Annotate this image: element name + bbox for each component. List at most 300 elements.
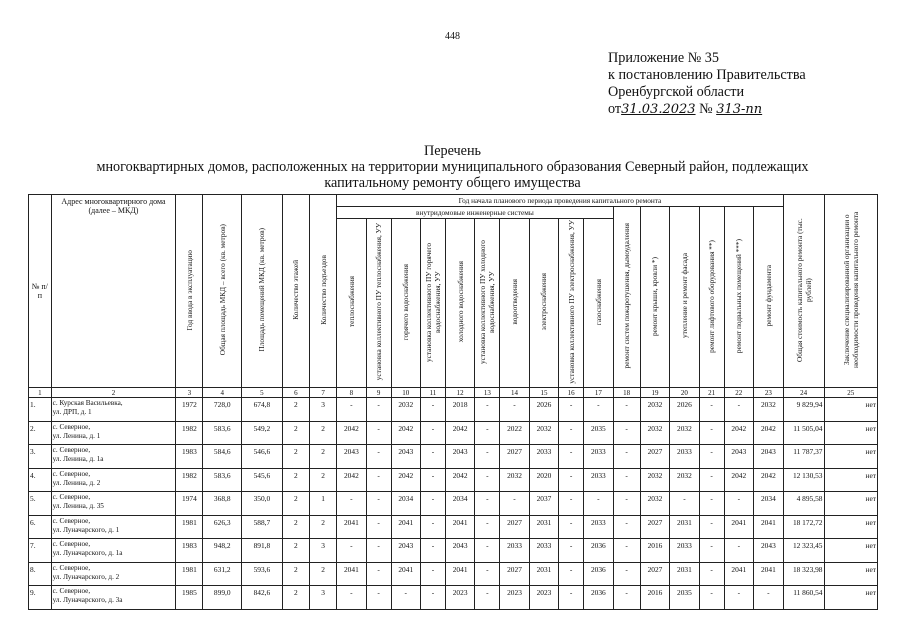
row-cell: - [420, 515, 445, 539]
row-cell: - [613, 398, 640, 422]
row-cell: 2027 [500, 562, 529, 586]
row-cell: 2032 [670, 421, 699, 445]
column-number: 17 [584, 388, 613, 398]
row-cell: 2 [309, 515, 336, 539]
row-cell: - [420, 468, 445, 492]
row-cell: - [475, 421, 500, 445]
row-cell: нет [824, 492, 878, 516]
row-cell: 2042 [337, 468, 366, 492]
row-cell: 2033 [584, 515, 613, 539]
row-cell: - [420, 586, 445, 610]
row-cell: - [420, 398, 445, 422]
header-pu-cold: установка коллективного ПУ холодного водоснабжения, УУ [475, 219, 500, 388]
row-cell: 2031 [529, 515, 558, 539]
row-cell: - [559, 515, 584, 539]
row-cell: 11 505,04 [783, 421, 824, 445]
table-row [29, 445, 878, 469]
row-cell: нет [824, 539, 878, 563]
row-cell: 2023 [445, 586, 474, 610]
row-cell: 2042 [754, 421, 784, 445]
row-cell: 2027 [640, 445, 669, 469]
row-cell: 11 860,54 [783, 586, 824, 610]
row-cell: - [613, 539, 640, 563]
row-cell: 2042 [391, 421, 420, 445]
row-cell: 2 [282, 539, 309, 563]
row-cell: - [366, 586, 391, 610]
row-cell: - [475, 445, 500, 469]
row-cell: 368,8 [203, 492, 242, 516]
row-cell: 2041 [445, 562, 474, 586]
row-cell: - [584, 492, 613, 516]
row-cell: - [699, 398, 724, 422]
row-cell: 2036 [584, 562, 613, 586]
column-number: 14 [500, 388, 529, 398]
row-cell: 2042 [445, 468, 474, 492]
row-cell: - [699, 515, 724, 539]
row-cell: 2032 [391, 398, 420, 422]
row-cell: 583,6 [203, 468, 242, 492]
header-pu-elec: установка коллективного ПУ электроснабжения, УУ [559, 219, 584, 388]
row-cell: 2042 [754, 468, 784, 492]
row-cell: 2043 [391, 445, 420, 469]
address-line-2: ул. Луначарского, д. 2 [52, 572, 120, 581]
row-cell: - [337, 398, 366, 422]
row-cell: - [724, 492, 753, 516]
row-cell: - [475, 586, 500, 610]
row-cell: - [613, 586, 640, 610]
row-cell: - [420, 421, 445, 445]
row-cell: 2027 [640, 562, 669, 586]
header-hot: горячего водоснабжения [391, 219, 420, 388]
row-cell: 2042 [724, 421, 753, 445]
header-num: № п/п [29, 195, 52, 388]
row-cell: - [613, 562, 640, 586]
header-elec: электроснабжения [529, 219, 558, 388]
row-cell: 4 895,58 [783, 492, 824, 516]
row-cell: - [337, 539, 366, 563]
header-floors: Количество этажей [282, 195, 309, 388]
row-cell: 2035 [670, 586, 699, 610]
row-cell: - [559, 468, 584, 492]
row-cell: - [699, 539, 724, 563]
table-row [29, 539, 878, 563]
row-cell: 584,6 [203, 445, 242, 469]
row-cell: 2 [309, 562, 336, 586]
row-cell: 2041 [391, 515, 420, 539]
header-basement: ремонт подвальных помещений ***) [724, 207, 753, 388]
row-cell: нет [824, 562, 878, 586]
row-cell: 1 [309, 492, 336, 516]
row-cell: 2041 [754, 515, 784, 539]
row-cell: 2043 [754, 445, 784, 469]
row-cell: - [366, 492, 391, 516]
row-cell: 2037 [529, 492, 558, 516]
row-cell: - [559, 445, 584, 469]
row-cell: - [613, 515, 640, 539]
row-cell: 2032 [640, 421, 669, 445]
header-heat: теплоснабжения [337, 219, 366, 388]
table-body [29, 398, 878, 610]
row-cell: 2042 [337, 421, 366, 445]
column-number: 8 [337, 388, 366, 398]
row-cell: - [699, 445, 724, 469]
row-cell: - [724, 398, 753, 422]
row-cell: 546,6 [242, 445, 283, 469]
row-cell: 9 829,94 [783, 398, 824, 422]
column-number: 23 [754, 388, 784, 398]
row-cell: 2033 [500, 539, 529, 563]
row-cell: 2031 [670, 515, 699, 539]
row-cell: 2 [282, 445, 309, 469]
row-cell: 2032 [640, 468, 669, 492]
row-cell: 2033 [584, 468, 613, 492]
row-cell: 2027 [500, 445, 529, 469]
row-cell: 2 [282, 562, 309, 586]
column-number: 20 [670, 388, 699, 398]
row-number: 5. [29, 492, 52, 516]
table-row [29, 515, 878, 539]
row-cell: 2041 [391, 562, 420, 586]
row-cell: 2031 [529, 562, 558, 586]
row-cell: 948,2 [203, 539, 242, 563]
row-address [51, 562, 176, 586]
row-number: 1. [29, 398, 52, 422]
address-line-1: с. Северное, [52, 516, 91, 525]
header-room-area: Площадь помещений МКД (кв. метров) [242, 195, 283, 388]
row-cell: 1972 [176, 398, 203, 422]
row-cell: 2033 [529, 539, 558, 563]
address-line-2: ул. Луначарского, д. 1а [52, 549, 123, 557]
row-cell: 2035 [584, 421, 613, 445]
row-cell: 12 130,53 [783, 468, 824, 492]
appendix-no: № [699, 101, 713, 117]
row-cell: 1983 [176, 445, 203, 469]
row-cell: - [475, 398, 500, 422]
column-number: 15 [529, 388, 558, 398]
row-cell: 2 [282, 398, 309, 422]
row-cell: 626,3 [203, 515, 242, 539]
appendix-date-line [608, 101, 806, 118]
row-cell: - [475, 515, 500, 539]
column-number: 19 [640, 388, 669, 398]
row-number: 7. [29, 539, 52, 563]
row-address [51, 586, 176, 610]
row-cell: 2042 [445, 421, 474, 445]
row-cell: 2032 [529, 421, 558, 445]
row-address [51, 468, 176, 492]
column-number: 1 [29, 388, 52, 398]
row-cell: 2023 [500, 586, 529, 610]
row-cell: - [699, 562, 724, 586]
row-cell: - [699, 492, 724, 516]
header-facade: утепление и ремонт фасада [670, 207, 699, 388]
address-line-1: с. Северное, [52, 446, 91, 454]
row-cell: 11 787,37 [783, 445, 824, 469]
header-foundation: ремонт фундамента [754, 207, 784, 388]
row-cell: - [613, 492, 640, 516]
row-cell: - [699, 586, 724, 610]
table-row [29, 586, 878, 610]
row-cell: 3 [309, 539, 336, 563]
row-address [51, 515, 176, 539]
document-title [20, 143, 885, 191]
row-cell: - [559, 492, 584, 516]
row-cell: 545,6 [242, 468, 283, 492]
row-cell: 2042 [724, 468, 753, 492]
title-line-1: Перечень [423, 143, 482, 159]
header-cost: Общая стоимость капитального ремонта (тыс. рублей) [783, 195, 824, 388]
header-pu-hot: установка коллективного ПУ горячего водоснабжения, УУ [420, 219, 445, 388]
header-fire: ремонт систем пожаротушения, дымоудаления [613, 207, 640, 388]
row-cell: 2041 [724, 562, 753, 586]
row-cell: 2043 [754, 539, 784, 563]
row-cell: - [613, 445, 640, 469]
row-cell: 2032 [640, 492, 669, 516]
title-line-3: капитальному ремонту общего имущества [324, 175, 581, 191]
header-pu-heat: установка коллективного ПУ теплоснабжения, УУ [366, 219, 391, 388]
header-period: Год начала планового периода проведения капитального ремонта [337, 195, 784, 207]
row-cell: 2043 [445, 539, 474, 563]
row-cell: 2026 [529, 398, 558, 422]
row-cell: - [754, 586, 784, 610]
row-cell: 2016 [640, 586, 669, 610]
column-number-row [29, 388, 878, 398]
row-cell: 3 [309, 398, 336, 422]
address-line-1: с. Северное, [52, 587, 91, 595]
address-line-2: ул. Луначарского, д. 1 [52, 525, 120, 534]
row-cell: 2034 [445, 492, 474, 516]
row-cell: 728,0 [203, 398, 242, 422]
row-cell: 1981 [176, 515, 203, 539]
appendix-line-2: к постановлению Правительства [608, 67, 806, 83]
column-number: 6 [282, 388, 309, 398]
row-number: 2. [29, 421, 52, 445]
row-cell: - [337, 492, 366, 516]
row-cell: 2027 [640, 515, 669, 539]
column-number: 4 [203, 388, 242, 398]
row-cell: - [420, 562, 445, 586]
row-cell: 2043 [337, 445, 366, 469]
row-cell: 2041 [724, 515, 753, 539]
row-cell: 2032 [670, 468, 699, 492]
row-address [51, 445, 176, 469]
row-cell: 2027 [500, 515, 529, 539]
row-number: 8. [29, 562, 52, 586]
row-address [51, 421, 176, 445]
header-roof: ремонт крыши, кровли *) [640, 207, 669, 388]
row-cell: - [670, 492, 699, 516]
header-drain: водоотведения [500, 219, 529, 388]
row-cell: 2 [282, 492, 309, 516]
row-cell: 1985 [176, 586, 203, 610]
row-cell: - [613, 421, 640, 445]
address-line-1: с. Курская Васильевка, [52, 399, 123, 407]
row-cell: 12 323,45 [783, 539, 824, 563]
header-lift: ремонт лифтового оборудования **) [699, 207, 724, 388]
row-cell: - [366, 398, 391, 422]
appendix-number: 313-пп [716, 102, 763, 117]
row-address [51, 398, 176, 422]
row-cell: - [724, 586, 753, 610]
row-cell: 2034 [754, 492, 784, 516]
row-cell: 2031 [670, 562, 699, 586]
header-address: Адрес многоквартирного дома (далее – МКД) [51, 195, 176, 388]
row-cell: 2032 [754, 398, 784, 422]
row-cell: 1982 [176, 421, 203, 445]
row-cell: 2023 [529, 586, 558, 610]
row-cell: 2016 [640, 539, 669, 563]
row-cell: 2043 [445, 445, 474, 469]
column-number: 9 [366, 388, 391, 398]
row-cell: 549,2 [242, 421, 283, 445]
row-cell: - [500, 398, 529, 422]
page-number: 448 [445, 31, 460, 42]
row-cell: 2020 [529, 468, 558, 492]
column-number: 24 [783, 388, 824, 398]
row-cell: 2022 [500, 421, 529, 445]
row-cell: 2041 [337, 515, 366, 539]
row-cell: 2 [282, 421, 309, 445]
row-cell: - [337, 586, 366, 610]
row-cell: 2041 [754, 562, 784, 586]
appendix-date: 31.03.2023 [621, 102, 696, 117]
table-row [29, 492, 878, 516]
row-cell: 2034 [391, 492, 420, 516]
row-cell: 2036 [584, 539, 613, 563]
row-cell: - [559, 398, 584, 422]
column-number: 21 [699, 388, 724, 398]
column-number: 5 [242, 388, 283, 398]
column-number: 13 [475, 388, 500, 398]
header-total-area: Общая площадь МКД – всего (кв. метров) [203, 195, 242, 388]
appendix-line-1: Приложение № 35 [608, 50, 719, 66]
appendix-block [608, 50, 806, 118]
row-cell: 2043 [391, 539, 420, 563]
row-address [51, 492, 176, 516]
row-address [51, 539, 176, 563]
address-line-2: ул. Ленина, д. 1 [52, 431, 101, 440]
row-cell: - [559, 421, 584, 445]
row-cell: нет [824, 468, 878, 492]
table-row [29, 398, 878, 422]
header-cold: холодного водоснабжения [445, 219, 474, 388]
address-line-2: ул. Ленина, д. 1а [52, 455, 104, 463]
row-cell: 1982 [176, 468, 203, 492]
row-cell: 842,6 [242, 586, 283, 610]
row-number: 9. [29, 586, 52, 610]
row-cell: - [584, 398, 613, 422]
row-cell: 583,6 [203, 421, 242, 445]
row-cell: - [420, 539, 445, 563]
row-cell: нет [824, 445, 878, 469]
row-cell: нет [824, 421, 878, 445]
column-number: 10 [391, 388, 420, 398]
row-cell: 3 [309, 586, 336, 610]
row-cell: - [475, 562, 500, 586]
row-cell: 2032 [500, 468, 529, 492]
row-cell: 2033 [584, 445, 613, 469]
row-number: 6. [29, 515, 52, 539]
row-cell: - [420, 492, 445, 516]
row-cell: - [420, 445, 445, 469]
row-cell: - [366, 468, 391, 492]
header-systems: внутридомовые инженерные системы [337, 207, 613, 219]
houses-table [28, 194, 878, 610]
row-cell: 1983 [176, 539, 203, 563]
header-gas: газоснабжения [584, 219, 613, 388]
row-cell: 2 [282, 586, 309, 610]
header-year: Год ввода в эксплуатацию [176, 195, 203, 388]
address-line-1: с. Северное, [52, 540, 91, 548]
row-cell: 2032 [640, 398, 669, 422]
row-cell: 350,0 [242, 492, 283, 516]
row-number: 4. [29, 468, 52, 492]
row-cell: 18 172,72 [783, 515, 824, 539]
column-number: 12 [445, 388, 474, 398]
row-cell: 2026 [670, 398, 699, 422]
row-cell: 18 323,98 [783, 562, 824, 586]
row-cell: 593,6 [242, 562, 283, 586]
row-cell: 2 [282, 515, 309, 539]
column-number: 11 [420, 388, 445, 398]
row-cell: - [699, 468, 724, 492]
row-cell: - [559, 539, 584, 563]
row-cell: 674,8 [242, 398, 283, 422]
row-cell: - [475, 468, 500, 492]
column-number: 25 [824, 388, 878, 398]
address-line-2: ул. Ленина, д. 2 [52, 478, 101, 487]
address-line-2: ул. ДРП, д. 1 [52, 408, 92, 416]
table-row [29, 468, 878, 492]
row-cell: нет [824, 515, 878, 539]
row-cell: - [475, 492, 500, 516]
table-row [29, 562, 878, 586]
row-cell: - [559, 586, 584, 610]
row-cell: 2033 [670, 445, 699, 469]
row-cell: 2018 [445, 398, 474, 422]
address-line-1: с. Северное, [52, 469, 91, 478]
row-cell: 588,7 [242, 515, 283, 539]
row-cell: - [613, 468, 640, 492]
address-line-1: с. Северное, [52, 422, 91, 431]
row-cell: 2036 [584, 586, 613, 610]
row-cell: 2043 [724, 445, 753, 469]
title-line-2: многоквартирных домов, расположенных на территории муниципального образования Северный район, подлежащих [96, 159, 809, 175]
row-cell: 2033 [529, 445, 558, 469]
row-cell: нет [824, 586, 878, 610]
address-line-2: ул. Луначарского, д. 3а [52, 596, 123, 604]
row-cell: - [391, 586, 420, 610]
row-cell: 1974 [176, 492, 203, 516]
row-cell: 2 [282, 468, 309, 492]
row-cell: 2 [309, 468, 336, 492]
row-cell: - [366, 515, 391, 539]
address-line-2: ул. Ленина, д. 35 [52, 502, 104, 510]
address-line-1: с. Северное, [52, 493, 91, 501]
row-cell: 2041 [337, 562, 366, 586]
row-cell: - [366, 539, 391, 563]
row-cell: 899,0 [203, 586, 242, 610]
row-cell: 631,2 [203, 562, 242, 586]
row-cell: 891,8 [242, 539, 283, 563]
row-cell: 1981 [176, 562, 203, 586]
row-cell: 2042 [391, 468, 420, 492]
row-cell: 2033 [670, 539, 699, 563]
row-cell: 2 [309, 445, 336, 469]
column-number: 2 [51, 388, 176, 398]
appendix-from: от [608, 101, 622, 117]
header-conclusion: Заключение специализированной организации о необходимости проведения капитального ремонта [824, 195, 878, 388]
